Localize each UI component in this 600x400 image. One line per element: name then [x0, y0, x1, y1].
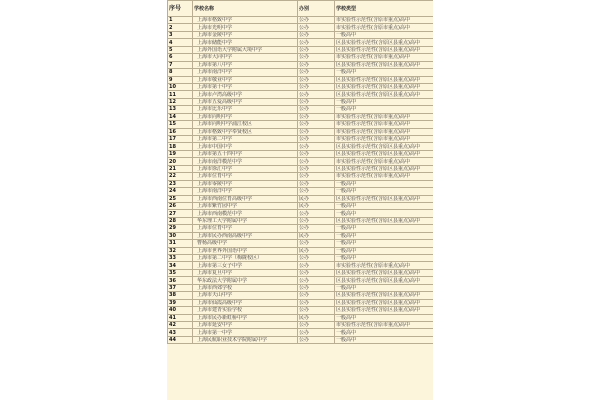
school-name: 上海市徐汇中学	[193, 165, 298, 172]
school-type: 区县实验性示范性(含原区县重点)高中	[335, 165, 434, 172]
school-name: 上海市第十中学	[193, 83, 298, 90]
table-row	[168, 17, 434, 24]
row-number: 43	[168, 329, 193, 336]
table-header-row	[168, 1, 434, 17]
table-row	[168, 336, 434, 343]
row-number: 5	[168, 46, 193, 53]
table-row	[168, 202, 434, 209]
school-name: 上海市卢湾高级中学	[193, 91, 298, 98]
school-ownership: 民办	[298, 232, 335, 239]
table-body	[168, 17, 434, 344]
table-row	[168, 240, 434, 247]
school-name: 上海市延安中学	[193, 321, 298, 328]
row-number: 8	[168, 69, 193, 76]
school-type: 区县实验性示范性(含原区县重点)高中	[335, 217, 434, 224]
school-name: 上海市中国中学	[193, 143, 298, 150]
school-name: 上海市民办西南高级中学	[193, 232, 298, 239]
row-number: 41	[168, 314, 193, 321]
row-number: 18	[168, 143, 193, 150]
school-type: 市实验性示范性(含原市重点)高中	[335, 136, 434, 143]
school-ownership: 公办	[298, 284, 335, 291]
school-type: 区县实验性示范性(含原区县重点)高中	[335, 299, 434, 306]
school-ownership: 公办	[298, 255, 335, 262]
school-ownership: 公办	[298, 17, 335, 24]
school-name: 上海市第二中学	[193, 136, 298, 143]
table-row	[168, 307, 434, 314]
row-number: 26	[168, 202, 193, 209]
table-row	[168, 61, 434, 68]
school-type: 区县实验性示范性(含原区县重点)高中	[335, 307, 434, 314]
row-number: 40	[168, 307, 193, 314]
table-row	[168, 255, 434, 262]
school-type: 一般高中	[335, 180, 434, 187]
school-ownership: 公办	[298, 39, 335, 46]
school-ownership: 公办	[298, 46, 335, 53]
table-row	[168, 106, 434, 113]
school-type: 一般高中	[335, 232, 434, 239]
table-row	[168, 46, 434, 53]
school-ownership: 公办	[298, 225, 335, 232]
school-name: 上海市大同中学	[193, 54, 298, 61]
school-type: 区县实验性示范性(含原区县重点)高中	[335, 292, 434, 299]
school-type: 一般高中	[335, 188, 434, 195]
table-row	[168, 210, 434, 217]
school-ownership: 公办	[298, 307, 335, 314]
school-name: 曹杨高级中学	[193, 240, 298, 247]
school-ownership: 公办	[298, 188, 335, 195]
table-row	[168, 321, 434, 328]
school-type: 一般高中	[335, 106, 434, 113]
school-name: 上海市比乐中学	[193, 106, 298, 113]
school-ownership: 公办	[298, 54, 335, 61]
school-type: 区县实验性示范性(含原区县重点)高中	[335, 76, 434, 83]
school-name: 上海市向明中学浦江校区	[193, 121, 298, 128]
table-row	[168, 277, 434, 284]
school-name: 上海市第二中学（梅陇校区）	[193, 255, 298, 262]
table-row	[168, 292, 434, 299]
school-type: 市实验性示范性(含原市重点)高中	[335, 54, 434, 61]
school-name: 上海市五爱高级中学	[193, 98, 298, 105]
table-row	[168, 31, 434, 38]
table-row	[168, 121, 434, 128]
school-name: 上海市南洋中学	[193, 188, 298, 195]
row-number: 38	[168, 292, 193, 299]
school-type: 市实验性示范性(含原市重点)高中	[335, 158, 434, 165]
table-row	[168, 158, 434, 165]
row-number: 35	[168, 269, 193, 276]
table-row	[168, 188, 434, 195]
school-name: 上海市格致中学	[193, 17, 298, 24]
school-ownership: 公办	[298, 113, 335, 120]
table-row	[168, 262, 434, 269]
school-ownership: 民办	[298, 247, 335, 254]
table-row	[168, 136, 434, 143]
school-ownership: 公办	[298, 128, 335, 135]
row-number: 1	[168, 17, 193, 24]
school-type: 区县实验性示范性(含原区县重点)高中	[335, 46, 434, 53]
school-ownership: 民办	[298, 314, 335, 321]
school-name: 上海市金陵中学	[193, 31, 298, 38]
school-type: 区县实验性示范性(含原区县重点)高中	[335, 39, 434, 46]
school-ownership: 公办	[298, 24, 335, 31]
school-ownership: 公办	[298, 91, 335, 98]
row-number: 27	[168, 210, 193, 217]
row-number: 19	[168, 150, 193, 157]
school-type: 区县实验性示范性(含原区县重点)高中	[335, 83, 434, 90]
school-type: 市实验性示范性(含原市重点)高中	[335, 17, 434, 24]
school-ownership: 公办	[298, 262, 335, 269]
school-ownership: 公办	[298, 143, 335, 150]
school-type: 一般高中	[335, 31, 434, 38]
school-ownership: 公办	[298, 240, 335, 247]
school-ownership: 公办	[298, 61, 335, 68]
school-ownership: 公办	[298, 217, 335, 224]
row-number: 31	[168, 240, 193, 247]
school-ownership: 公办	[298, 292, 335, 299]
table-row	[168, 165, 434, 172]
row-number: 7	[168, 61, 193, 68]
school-name: 上海市复旦中学	[193, 269, 298, 276]
school-type: 市实验性示范性(含原市重点)高中	[335, 121, 434, 128]
row-number: 28	[168, 217, 193, 224]
table-row	[168, 83, 434, 90]
table-row	[168, 143, 434, 150]
header-school-type: 学校类型	[335, 1, 434, 17]
school-type: 市实验性示范性(含原市重点)高中	[335, 113, 434, 120]
school-ownership: 民办	[298, 195, 335, 202]
table-row	[168, 284, 434, 291]
header-serial-number: 序号	[168, 1, 193, 17]
school-type: 市实验性示范性(含原市重点)高中	[335, 128, 434, 135]
school-ownership: 公办	[298, 98, 335, 105]
row-number: 33	[168, 255, 193, 262]
table-row	[168, 225, 434, 232]
school-type: 区县实验性示范性(含原区县重点)高中	[335, 195, 434, 202]
row-number: 2	[168, 24, 193, 31]
school-ownership: 公办	[298, 150, 335, 157]
school-name: 上海市南洋模范中学	[193, 158, 298, 165]
school-name: 上海市零陵中学	[193, 180, 298, 187]
school-name: 上海市建青实验学校	[193, 307, 298, 314]
school-name: 上海市储能中学	[193, 39, 298, 46]
table-row	[168, 195, 434, 202]
school-type: 一般高中	[335, 240, 434, 247]
school-name: 上海市格致中学奉贤校区	[193, 128, 298, 135]
school-type: 市实验性示范性(含原市重点)高中	[335, 173, 434, 180]
school-type: 区县实验性示范性(含原区县重点)高中	[335, 143, 434, 150]
table-row	[168, 113, 434, 120]
school-type: 市实验性示范性(含原市重点)高中	[335, 321, 434, 328]
table-row	[168, 91, 434, 98]
school-name: 上海市位育中学	[193, 225, 298, 232]
school-type: 一般高中	[335, 336, 434, 343]
row-number: 21	[168, 165, 193, 172]
table-row	[168, 329, 434, 336]
school-list-sheet	[167, 0, 433, 400]
school-name: 华东政法大学附属中学	[193, 277, 298, 284]
school-name: 上海市向明中学	[193, 113, 298, 120]
school-type: 市实验性示范性(含原市重点)高中	[335, 24, 434, 31]
row-number: 12	[168, 98, 193, 105]
table-row	[168, 24, 434, 31]
row-number: 34	[168, 262, 193, 269]
table-row	[168, 232, 434, 239]
row-number: 37	[168, 284, 193, 291]
school-name: 上海市第五十四中学	[193, 150, 298, 157]
row-number: 16	[168, 128, 193, 135]
school-ownership: 公办	[298, 136, 335, 143]
school-name: 上海市西南模范中学	[193, 210, 298, 217]
school-ownership: 公办	[298, 121, 335, 128]
school-ownership: 公办	[298, 210, 335, 217]
school-name: 上海民航职业技术学院附属中学	[193, 336, 298, 343]
row-number: 25	[168, 195, 193, 202]
school-type: 一般高中	[335, 69, 434, 76]
school-type: 一般高中	[335, 314, 434, 321]
row-number: 6	[168, 54, 193, 61]
row-number: 29	[168, 225, 193, 232]
row-number: 23	[168, 180, 193, 187]
row-number: 20	[168, 158, 193, 165]
row-number: 3	[168, 31, 193, 38]
school-ownership: 公办	[298, 158, 335, 165]
row-number: 15	[168, 121, 193, 128]
table-row	[168, 173, 434, 180]
row-number: 39	[168, 299, 193, 306]
school-name: 上海市西南位育高级中学	[193, 195, 298, 202]
school-name: 上海市民办新虹桥中学	[193, 314, 298, 321]
row-number: 10	[168, 83, 193, 90]
school-type: 区县实验性示范性(含原区县重点)高中	[335, 61, 434, 68]
row-number: 14	[168, 113, 193, 120]
row-number: 36	[168, 277, 193, 284]
school-name: 上海市第八中学	[193, 61, 298, 68]
table-row	[168, 299, 434, 306]
school-name: 上海市世界外国语中学	[193, 247, 298, 254]
school-name: 上海市敬业中学	[193, 76, 298, 83]
school-name: 上海市第一中学	[193, 329, 298, 336]
row-number: 4	[168, 39, 193, 46]
row-number: 42	[168, 321, 193, 328]
school-type: 区县实验性示范性(含原区县重点)高中	[335, 150, 434, 157]
table-row	[168, 69, 434, 76]
row-number: 17	[168, 136, 193, 143]
school-name: 上海市南洋中学	[193, 69, 298, 76]
school-type: 一般高中	[335, 210, 434, 217]
table-row	[168, 54, 434, 61]
row-number: 32	[168, 247, 193, 254]
school-name: 上海市光明中学	[193, 24, 298, 31]
table-row	[168, 98, 434, 105]
school-ownership: 公办	[298, 106, 335, 113]
table-row	[168, 314, 434, 321]
school-ownership: 民办	[298, 202, 335, 209]
school-ownership: 公办	[298, 76, 335, 83]
school-ownership: 公办	[298, 69, 335, 76]
school-ownership: 公办	[298, 277, 335, 284]
row-number: 44	[168, 336, 193, 343]
row-number: 22	[168, 173, 193, 180]
school-ownership: 公办	[298, 165, 335, 172]
school-ownership: 公办	[298, 269, 335, 276]
row-number: 30	[168, 232, 193, 239]
school-type: 一般高中	[335, 284, 434, 291]
school-type: 一般高中	[335, 255, 434, 262]
table-row	[168, 150, 434, 157]
school-ownership: 公办	[298, 83, 335, 90]
header-school-name: 学校名称	[193, 1, 298, 17]
school-table	[167, 0, 433, 344]
row-number: 9	[168, 76, 193, 83]
school-name: 上海市西郊学校	[193, 284, 298, 291]
school-ownership: 公办	[298, 173, 335, 180]
table-row	[168, 217, 434, 224]
row-number: 24	[168, 188, 193, 195]
school-type: 市实验性示范性(含原市重点)高中	[335, 262, 434, 269]
school-name: 上海外国语大学附属大境中学	[193, 46, 298, 53]
school-type: 区县实验性示范性(含原区县重点)高中	[335, 277, 434, 284]
school-type: 区县实验性示范性(含原区县重点)高中	[335, 269, 434, 276]
school-type: 一般高中	[335, 98, 434, 105]
school-name: 上海市紫竹园中学	[193, 202, 298, 209]
school-ownership: 公办	[298, 31, 335, 38]
table-row	[168, 128, 434, 135]
school-ownership: 公办	[298, 329, 335, 336]
school-type: 区县实验性示范性(含原区县重点)高中	[335, 91, 434, 98]
row-number: 13	[168, 106, 193, 113]
school-type: 一般高中	[335, 329, 434, 336]
school-type: 一般高中	[335, 225, 434, 232]
school-type: 一般高中	[335, 247, 434, 254]
header-ownership: 办别	[298, 1, 335, 17]
school-name: 上海市位育中学	[193, 173, 298, 180]
school-name: 上海市第三女子中学	[193, 262, 298, 269]
school-ownership: 公办	[298, 180, 335, 187]
table-row	[168, 247, 434, 254]
school-type: 一般高中	[335, 202, 434, 209]
school-name: 上海市仙霞高级中学	[193, 299, 298, 306]
school-name: 上海市天山中学	[193, 292, 298, 299]
school-name: 华东理工大学附属中学	[193, 217, 298, 224]
row-number: 11	[168, 91, 193, 98]
table-row	[168, 180, 434, 187]
table-row	[168, 76, 434, 83]
table-row	[168, 39, 434, 46]
school-ownership: 公办	[298, 321, 335, 328]
school-ownership: 公办	[298, 299, 335, 306]
table-row	[168, 269, 434, 276]
school-ownership: 公办	[298, 336, 335, 343]
